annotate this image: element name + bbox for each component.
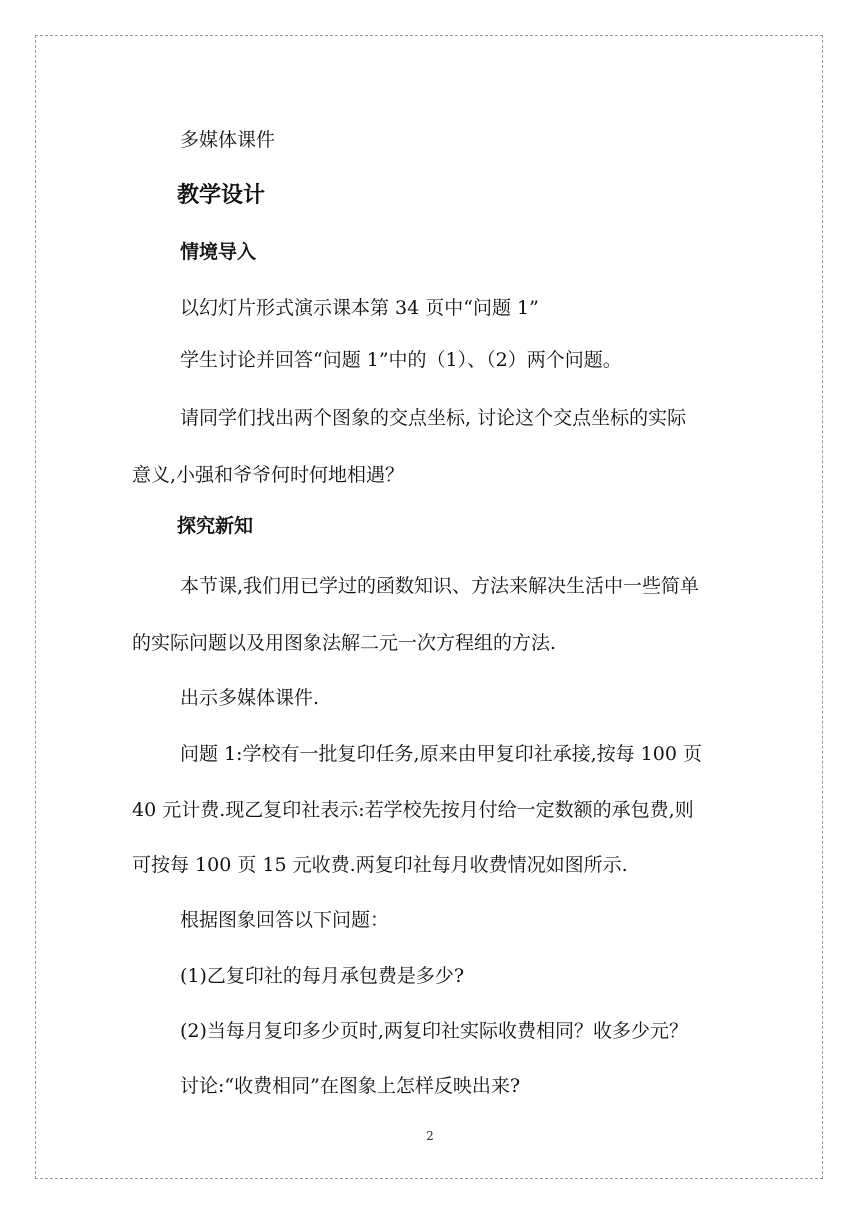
- paragraph-line: 学生讨论并回答“问题 1”中的（1）、（2）两个问题。: [180, 349, 622, 371]
- paragraph-line: 可按每 100 页 15 元收费.两复印社每月收费情况如图所示.: [132, 854, 628, 876]
- paragraph-line: 讨论:“收费相同”在图象上怎样反映出来?: [180, 1075, 521, 1097]
- paragraph-line: 出示多媒体课件.: [180, 687, 320, 709]
- page-border: [35, 35, 823, 1179]
- subheading-scenario-intro: 情境导入: [180, 241, 257, 263]
- paragraph-line: 根据图象回答以下问题：: [180, 909, 390, 931]
- page-number: 2: [426, 1129, 434, 1143]
- paragraph-line: 本节课,我们用已学过的函数知识、方法来解决生活中一些简单: [180, 575, 700, 597]
- section-heading-teaching-design: 教学设计: [177, 183, 266, 208]
- paragraph-line: (1)乙复印社的每月承包费是多少?: [180, 965, 465, 987]
- paragraph-line: 以幻灯片形式演示课本第 34 页中“问题 1”: [180, 297, 539, 319]
- paragraph-line: 问题 1:学校有一批复印任务,原来由甲复印社承接,按每 100 页: [180, 743, 702, 765]
- paragraph-line: 请同学们找出两个图象的交点坐标, 讨论这个交点坐标的实际: [180, 407, 687, 429]
- materials-line: 多媒体课件: [180, 129, 276, 151]
- paragraph-line: 的实际问题以及用图象法解二元一次方程组的方法.: [132, 632, 557, 654]
- paragraph-line: (2)当每月复印多少页时,两复印社实际收费相同？收多少元？: [180, 1020, 688, 1042]
- paragraph-line: 40 元计费.现乙复印社表示:若学校先按月付给一定数额的承包费,则: [132, 799, 694, 821]
- paragraph-line: 意义,小强和爷爷何时何地相遇？: [132, 464, 405, 486]
- subheading-explore-new: 探究新知: [177, 515, 254, 537]
